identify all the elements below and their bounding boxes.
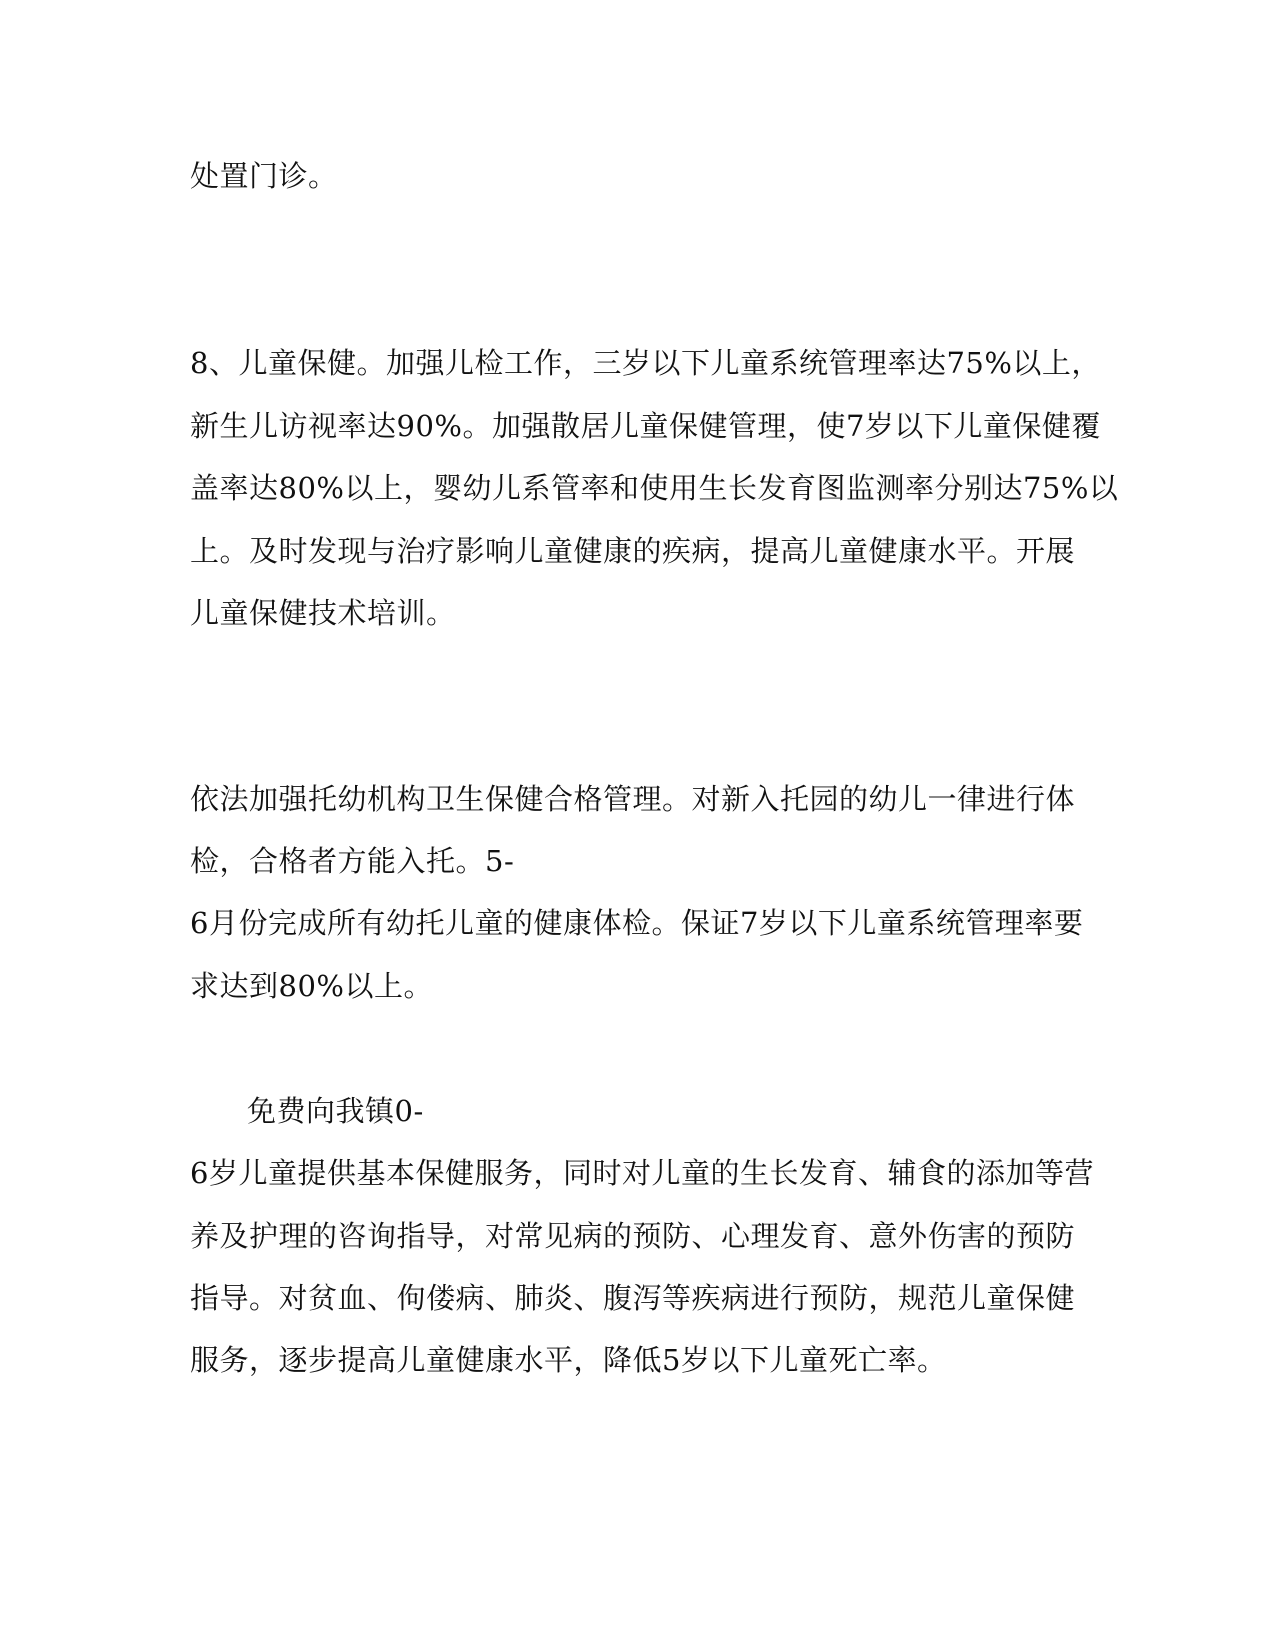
paragraph-line: 6岁儿童提供基本保健服务，同时对儿童的生长发育、辅食的添加等营: [190, 1156, 1094, 1190]
paragraph-line: 6月份完成所有幼托儿童的健康体检。保证7岁以下儿童系统管理率要: [190, 906, 1084, 940]
paragraph-line: 检，合格者方能入托。5-: [190, 844, 515, 878]
paragraph-line: 指导。对贫血、佝偻病、肺炎、腹泻等疾病进行预防，规范儿童保健: [190, 1281, 1076, 1315]
paragraph-line: 求达到80%以上。: [190, 969, 433, 1003]
paragraph-line: 处置门诊。: [190, 159, 338, 193]
paragraph-line: 儿童保健技术培训。: [190, 596, 456, 630]
paragraph-line: 免费向我镇0-: [247, 1094, 424, 1128]
paragraph-line: 新生儿访视率达90%。加强散居儿童保健管理，使7岁以下儿童保健覆: [190, 409, 1101, 443]
paragraph-line: 服务，逐步提高儿童健康水平，降低5岁以下儿童死亡率。: [190, 1343, 947, 1377]
paragraph-line: 养及护理的咨询指导，对常见病的预防、心理发育、意外伤害的预防: [190, 1219, 1076, 1253]
paragraph-line: 依法加强托幼机构卫生保健合格管理。对新入托园的幼儿一律进行体: [190, 782, 1076, 816]
paragraph-line: 8、儿童保健。加强儿检工作，三岁以下儿童系统管理率达75%以上，: [190, 346, 1101, 380]
paragraph-line: 盖率达80%以上，婴幼儿系管率和使用生长发育图监测率分别达75%以: [190, 471, 1119, 505]
paragraph-line: 上。及时发现与治疗影响儿童健康的疾病，提高儿童健康水平。开展: [190, 534, 1076, 568]
